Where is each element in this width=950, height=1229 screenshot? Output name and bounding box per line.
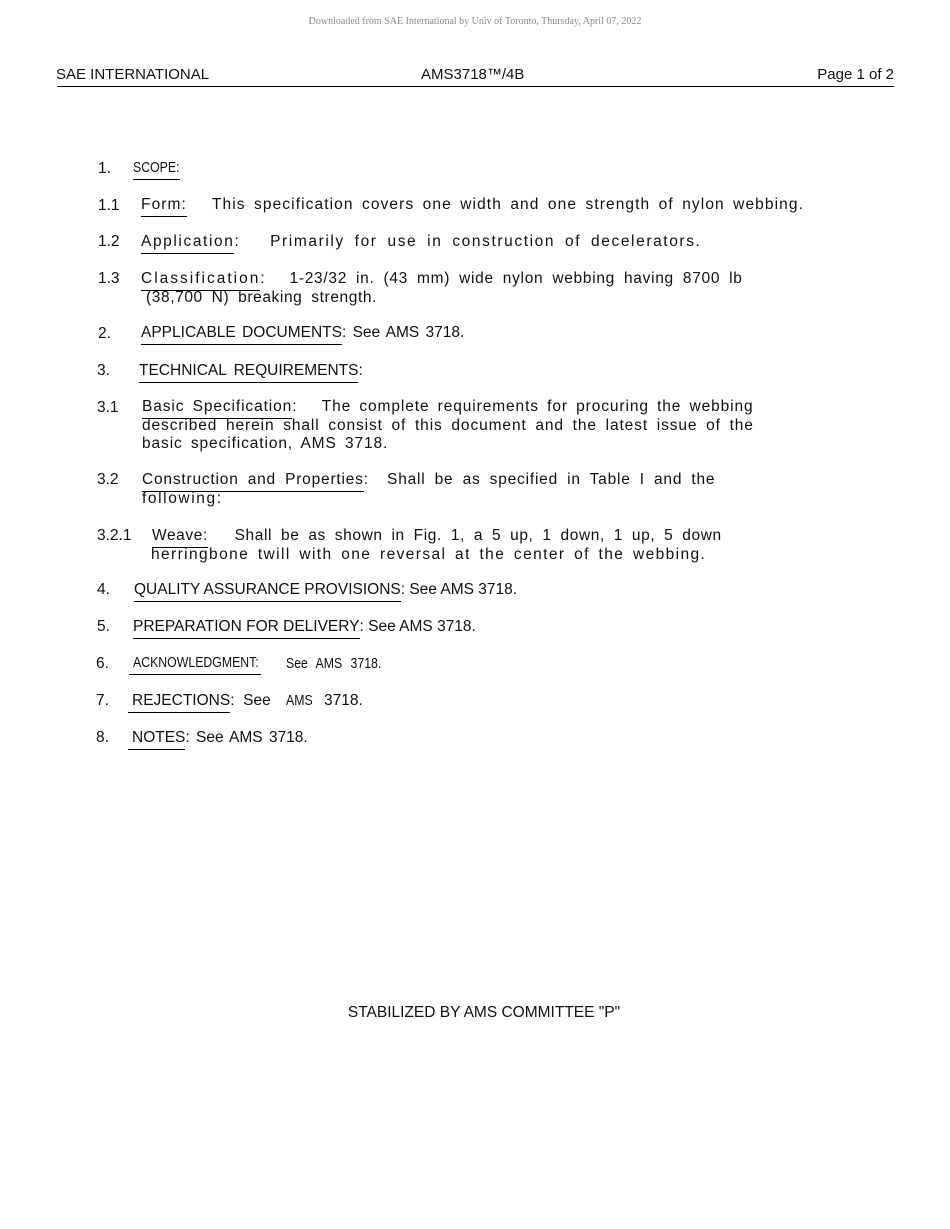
section-6-number: 6. [96, 655, 109, 672]
section-8-body [128, 729, 308, 750]
header-rule [57, 86, 894, 87]
section-5-text: : See AMS 3718. [359, 618, 476, 635]
section-7-text-number: 3718. [324, 692, 363, 709]
section-4-body [134, 581, 517, 602]
section-5-number: 5. [97, 618, 110, 635]
section-3-2-text: : Shall be as specified in Table I and the [363, 471, 716, 488]
section-1-1-number: 1.1 [98, 197, 120, 214]
download-notice: Downloaded from SAE International by Univ of Toronto, Thursday, April 07, 2022 [308, 16, 642, 27]
section-1-3-number: 1.3 [98, 270, 120, 287]
section-1-3-heading: Classification [141, 270, 260, 291]
section-8-number: 8. [96, 729, 109, 746]
section-3-1-heading: Basic Specification [142, 398, 292, 419]
section-3-1-number: 3.1 [97, 399, 119, 416]
section-7-heading: REJECTIONS [128, 692, 230, 713]
section-1-2-number: 1.2 [98, 233, 120, 250]
section-4-number: 4. [97, 581, 110, 598]
section-7-text: AMS [286, 692, 313, 709]
section-3-1-line-3: basic specification, AMS 3718. [142, 435, 389, 452]
section-4-heading: QUALITY ASSURANCE PROVISIONS [134, 581, 401, 602]
section-7-body: REJECTIONS: See [128, 692, 271, 713]
section-1-1-heading: Form: [141, 196, 187, 217]
section-3-heading: TECHNICAL REQUIREMENTS [139, 362, 358, 383]
section-7-number: 7. [96, 692, 109, 709]
section-8-heading: NOTES [128, 729, 185, 750]
section-8-text: : See AMS 3718. [185, 729, 308, 746]
section-3-2-number: 3.2 [97, 471, 119, 488]
section-3-2-1-line-1 [152, 527, 722, 548]
section-3-1-line-1: Basic Specification: The complete requirements for procuring the webbing [142, 398, 754, 419]
section-6-body [129, 654, 261, 675]
header-doc-number: AMS3718™/4B [421, 66, 525, 83]
section-3-1-text: The complete requirements for procuring the webbing [321, 398, 754, 415]
header-org: SAE INTERNATIONAL [56, 66, 210, 83]
section-6-heading: ACKNOWLEDGMENT: [133, 654, 259, 671]
section-1-1-text: This specification covers one width and one strength of nylon webbing. [211, 196, 805, 213]
section-2-number: 2. [98, 325, 111, 342]
section-1-3-line-2: (38,700 N) breaking strength. [146, 289, 378, 306]
header-page-number: Page 1 of 2 [817, 66, 894, 83]
section-1-3-line-1: Classification: 1-23/32 in. (43 mm) wide nylon webbing having 8700 lb [141, 270, 743, 291]
section-1-2-heading: Application [141, 233, 234, 254]
section-3-2-1-number: 3.2.1 [97, 527, 132, 544]
section-5-body [133, 618, 476, 639]
stabilized-notice: STABILIZED BY AMS COMMITTEE "P" [347, 1004, 621, 1021]
section-1-number: 1. [98, 160, 111, 177]
section-1-3-text: 1-23/32 in. (43 mm) wide nylon webbing having 8700 lb [289, 270, 743, 287]
section-1-2-body: Application: Primarily for use in construction of decelerators. [141, 233, 701, 254]
section-3-1-line-2: described herein shall consist of this document and the latest issue of the [142, 417, 754, 434]
section-3-2-line-2: following: [142, 490, 223, 507]
section-3-2-heading: Construction and Properties [142, 471, 364, 492]
section-1-2-text: Primarily for use in construction of decelerators. [270, 233, 702, 250]
section-4-text: : See AMS 3718. [400, 581, 518, 598]
section-3-body: TECHNICAL REQUIREMENTS: [139, 362, 363, 383]
section-6-text: See AMS 3718. [286, 655, 382, 672]
section-3-2-1-line-2: herringbone twill with one reversal at the center of the webbing. [151, 546, 707, 563]
section-3-2-line-1 [142, 471, 715, 492]
section-2-text: : See AMS 3718. [341, 324, 465, 341]
section-2-body [141, 324, 464, 345]
section-2-heading: APPLICABLE DOCUMENTS [141, 324, 342, 345]
section-1-title: SCOPE: [133, 159, 180, 180]
section-3-2-1-heading: Weave: [152, 527, 208, 548]
section-1-1-body [141, 196, 804, 217]
section-5-heading: PREPARATION FOR DELIVERY [133, 618, 360, 639]
section-3-number: 3. [97, 362, 110, 379]
section-3-2-1-text: Shall be as shown in Fig. 1, a 5 up, 1 down, 1 up, 5 down [234, 527, 722, 544]
